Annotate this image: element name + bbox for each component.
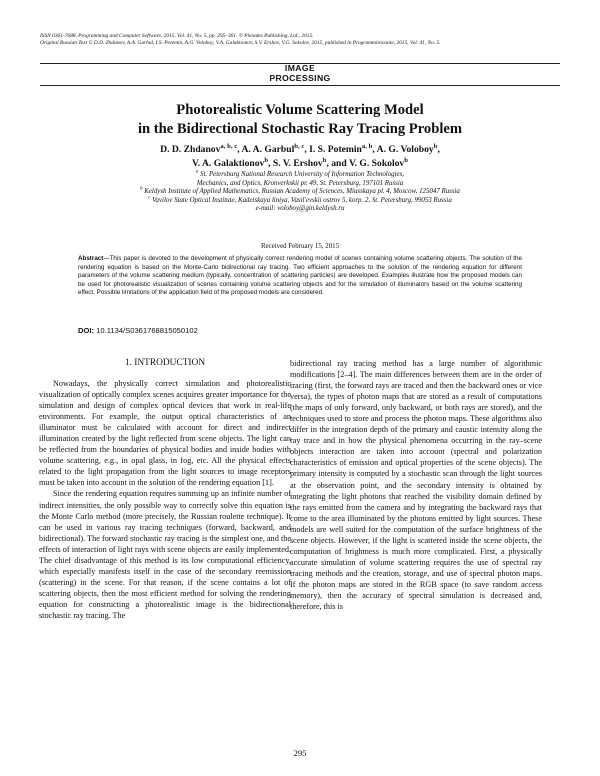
paper-title: [40, 101, 560, 139]
author-sokolov-affil: b: [404, 156, 408, 164]
separator-and: , and: [326, 157, 349, 169]
author-garbul: A. A. Garbul: [241, 144, 295, 155]
abstract: [78, 255, 522, 298]
author-line-2: [40, 157, 560, 171]
doi-label: DOI:: [78, 326, 95, 335]
affiliation-a-mark: a: [196, 169, 199, 175]
author-zhdanov: D. D. Zhdanov: [160, 144, 221, 155]
section-label-processing: PROCESSING: [269, 73, 331, 83]
doi: [78, 326, 522, 335]
affiliation-a-line-1: St. Petersburg National Research University of Information Technologies,: [200, 171, 404, 178]
author-potemin: I. S. Potemin: [309, 144, 362, 155]
publication-line-issn: ISSN 0361-7688, Programming and Computer Software, 2015, Vol. 41, No. 5, pp. 295–301. © Pleiades Publishing, Ltd., 2015.: [40, 33, 314, 39]
author-galaktionov: V. A. Galaktionov: [192, 157, 265, 169]
author-line-1: [40, 143, 560, 157]
author-ershov: S. V. Ershov: [272, 157, 323, 169]
author-garbul-affil: b, c: [294, 142, 305, 150]
affiliation-c-mark: c: [148, 195, 151, 201]
affiliation-a: [40, 171, 560, 180]
affiliations: [40, 171, 560, 214]
publication-line-original: Original Russian Text © D.D. Zhdanov, A.A. Garbul, I.S. Potemin, A.G. Voloboy, V.A. Galaktionov, S.V. Ershov, V.G. Sokolov, 2015, published in Programmirovanie, 2015, Vol. 41, No. 5.: [40, 40, 441, 47]
paragraph: Since the rendering equation requires summing up an infinite number of indirect intensities, the only possible way to correctly solve this equation is the Monte Carlo method (more precisely, the Russian roulette technique). It can be used in various ray tracing techniques (forward, backward, and bidirectional). The forward stochastic ray tracing is the simplest one, and the effects of interaction of light rays with scene objects are easily implemented. The chief disadvantage of this method is its low computational efficiency, which especially manifests itself in the case of the secondary reemission (scattering) in the scene. For that reason, if the scene contains a lot of scattering objects, then the most efficient method for solving the rendering equation for constructing a photorealistic image is the bidirectional stochastic ray tracing. The: [39, 489, 291, 620]
author-voloboy: A. G. Voloboy: [376, 144, 434, 155]
abstract-label: Abstract: [78, 255, 104, 262]
publication-info: [40, 33, 560, 47]
abstract-text: —This paper is devoted to the development of physically correct rendering model of scenes containing volume scattering objects. The solution of the rendering equation is based on the Monte-Carlo bidirectional ray tracing. Two efficient approaches to the solution of the rendering equation for different parameters of the volume scattering medium (typically, concentration of scattering particles) are developed. Examples illustrate how the proposed models can be used for photorealistic visualization of scenes containing volume scattering objects and for the simulation of illuminators based on the volume scattering effect. Possible limitations of the application field of the proposed models are considered.: [78, 255, 522, 297]
body-column-left: [39, 358, 291, 621]
affiliation-a-line-2: Mechanics, and Optics, Kronverkskii pr. 49, St. Petersburg, 197101 Russia: [196, 179, 404, 187]
body-column-right: [290, 358, 542, 612]
separator: ,: [237, 144, 242, 155]
separator: ,: [304, 144, 310, 155]
affiliation-c-text: Vavilov State Optical Institute, Kadetskaya liniya, Vasil'evskii ostrov 5, korp. 2, St. Petersburg, 99053 Russia: [152, 196, 452, 204]
affiliation-b-text: Keldysh Institute of Applied Mathematics, Russian Academy of Sciences, Miusskaya pl. 4, Moscow, 125047 Russia: [144, 188, 460, 196]
title-line-2: in the Bidirectional Stochastic Ray Tracing Problem: [137, 121, 463, 137]
author-sokolov: V. G. Sokolov: [348, 157, 405, 169]
author-galaktionov-affil: b: [264, 156, 269, 164]
separator: ,: [268, 157, 273, 169]
author-zhdanov-affil: a, b, c: [220, 142, 238, 150]
affiliation-b: [40, 188, 560, 197]
doi-value[interactable]: 10.1134/S0361768815050102: [96, 326, 198, 335]
author-voloboy-affil: b: [433, 142, 438, 150]
separator: ,: [372, 144, 377, 155]
paragraph: bidirectional ray tracing method has a large number of algorithmic modifications [2–4]. The main differences between them are in the order of tracing (first, the forward rays are traced and then the backward ones or vice versa), the types of photon maps that are stored as a result of computations (the maps of only forward, only backward, or both rays are stored), and the techniques used to store and process the photon maps. These algorithms also differ in the integration depth of the primary and caustic intensity along the ray trace and in how the physical phenomena occurring in the ray–scene objects interaction are taken into account (spectral and polarization characteristics of emission and optical properties of the scene objects). The primary intensity is computed by a stochastic scan through the light sources at the observation point, and the secondary intensity is obtained by integrating the light photons that reached the visibility domain defined by the rays emitted from the camera and by integrating the backward rays that come to the area illuminated by the photons emitted by light sources. These models are well suited for the computation of the surface brightness of the scene objects. However, if the light is scattered inside the scene objects, the computation of brightness is much more complicated. First, a physically accurate simulation of volume scattering requires the use of spectral ray tracing methods and the creation, storage, and use of spectral photon maps. If the photon maps are stored in the RGB space (to save random access memory), then the accuracy of spectral simulation is decreased and, therefore, this is: [290, 359, 542, 612]
author-list: [40, 143, 560, 170]
affiliation-b-mark: b: [140, 186, 143, 192]
page-number: 295: [293, 748, 307, 758]
author-potemin-affil: a, b: [361, 142, 373, 150]
received-date: Received February 15, 2015: [260, 243, 340, 250]
section-heading-introduction: 1. INTRODUCTION: [124, 358, 206, 368]
separator: ,: [437, 144, 440, 155]
section-rule-bottom: [40, 85, 560, 86]
author-ershov-affil: b: [322, 156, 327, 164]
title-line-1: Photorealistic Volume Scattering Model: [176, 102, 424, 118]
section-label-image: IMAGE: [284, 63, 316, 73]
paragraph: Nowadays, the physically correct simulation and photorealistic visualization of optically complex scenes acquires greater importance for the simulation and design of complex optical devices that work in real-life environments. For example, the output optical characteristics of an illuminator must be calculated with account for direct and indirect illumination created by the light reflected from scene objects. The light can be reflected from the boundaries of physical bodies and inside bodies with volume scattering, e.g., in opal glass, in fog, etc. All the physical effects related to the light propagation from the light sources to image receptors must be taken into account in the solution of the rendering equation [1].: [39, 379, 291, 488]
affiliation-c: [40, 197, 560, 206]
author-email[interactable]: e-mail: voloboy@gin.keldysh.ru: [255, 205, 345, 213]
